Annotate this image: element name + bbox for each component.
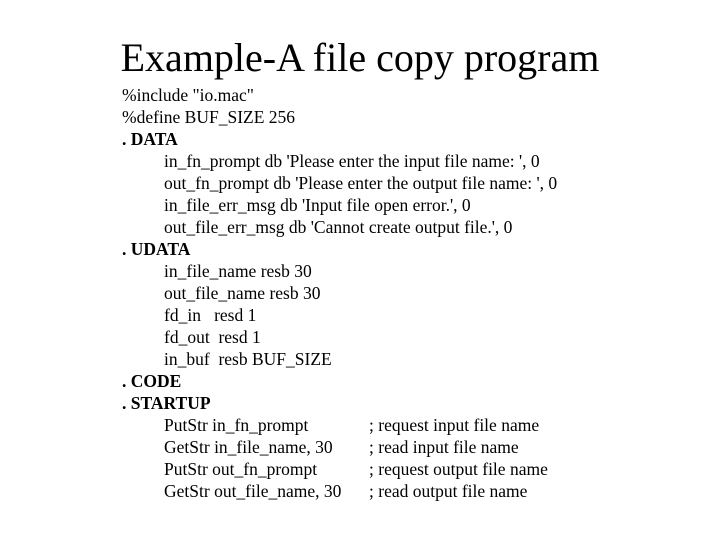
code-line-define: %define BUF_SIZE 256 (122, 107, 296, 127)
slide-title: Example-A file copy program (120, 35, 600, 80)
code-line-in-buf: in_buf resb BUF_SIZE (164, 349, 332, 369)
code-line-putstr-in: PutStr in_fn_prompt (164, 415, 309, 435)
comment-request-output: ; request output file name (369, 459, 548, 479)
code-line-include: %include "io.mac" (122, 85, 254, 105)
code-line-out-fn-prompt: out_fn_prompt db 'Please enter the output file name: ', 0 (164, 173, 558, 193)
code-line-fd-out: fd_out resd 1 (164, 327, 261, 347)
section-data: . DATA (122, 129, 178, 149)
section-code: . CODE (122, 371, 182, 391)
code-line-fd-in: fd_in resd 1 (164, 305, 257, 325)
comment-read-output: ; read output file name (369, 481, 528, 501)
code-line-getstr-out: GetStr out_file_name, 30 (164, 481, 342, 501)
code-line-in-file-err: in_file_err_msg db 'Input file open error.', 0 (164, 195, 471, 215)
code-line-out-file-name: out_file_name resb 30 (164, 283, 321, 303)
code-line-putstr-out: PutStr out_fn_prompt (164, 459, 318, 479)
code-line-out-file-err: out_file_err_msg db 'Cannot create output file.', 0 (164, 217, 513, 237)
code-line-getstr-in: GetStr in_file_name, 30 (164, 437, 333, 457)
comment-request-input: ; request input file name (369, 415, 540, 435)
section-startup: . STARTUP (122, 393, 211, 413)
code-line-in-file-name: in_file_name resb 30 (164, 261, 312, 281)
code-line-in-fn-prompt: in_fn_prompt db 'Please enter the input file name: ', 0 (164, 151, 540, 171)
comment-read-input: ; read input file name (369, 437, 519, 457)
section-udata: . UDATA (122, 239, 191, 259)
